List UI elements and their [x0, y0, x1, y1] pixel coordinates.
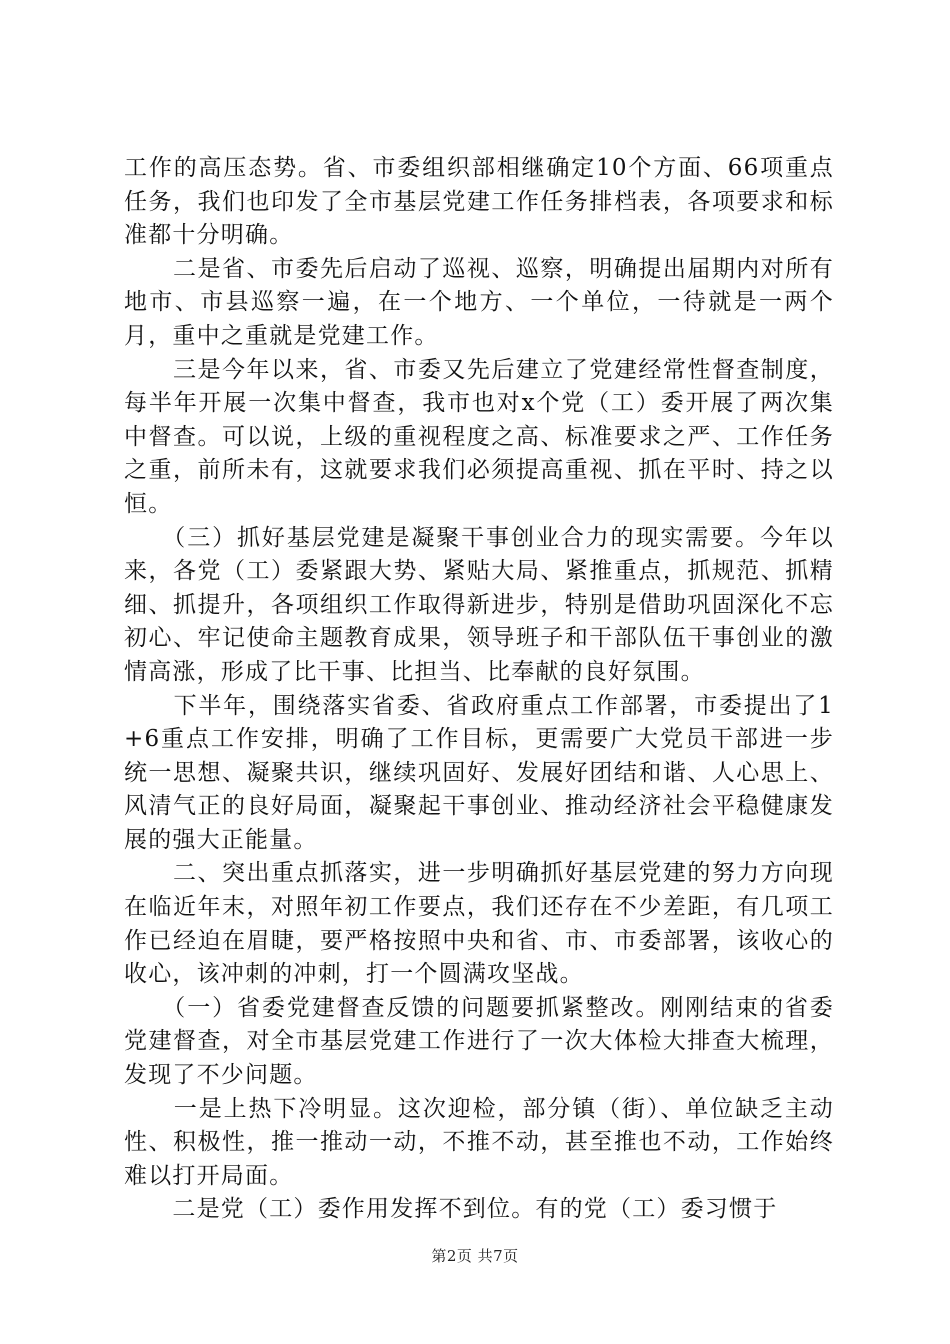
- page-number-footer: 第2页 共7页: [431, 1247, 519, 1265]
- paragraph: 下半年，围绕落实省委、省政府重点工作部署，市委提出了1+6重点工作安排，明确了工作目标，更需要广大党员干部进一步统一思想、凝聚共识，继续巩固好、发展好团结和谐、人心思上、风清气正的良好局面，凝聚起干事创业、推动经济社会平稳健康发展的强大正能量。: [124, 692, 834, 853]
- paragraph: 工作的高压态势。省、市委组织部相继确定10个方面、66项重点任务，我们也印发了全市基层党建工作任务排档表，各项要求和标准都十分明确。: [124, 155, 834, 249]
- paragraph: 一是上热下冷明显。这次迎检，部分镇（街）、单位缺乏主动性、积极性，推一推动一动，不推不动，甚至推也不动，工作始终难以打开局面。: [124, 1095, 834, 1189]
- paragraph: 二是党（工）委作用发挥不到位。有的党（工）委习惯于: [124, 1196, 778, 1223]
- paragraph: 三是今年以来，省、市委又先后建立了党建经常性督查制度，每半年开展一次集中督查，我市也对x个党（工）委开展了两次集中督查。可以说，上级的重视程度之高、标准要求之严、工作任务之重，前所未有，这就要求我们必须提高重视、抓在平时、持之以恒。: [124, 356, 834, 517]
- paragraph: 二、突出重点抓落实，进一步明确抓好基层党建的努力方向现在临近年末，对照年初工作要点，我们还存在不少差距，有几项工作已经迫在眉睫，要严格按照中央和省、市、市委部署，该收心的收心，该冲刺的冲刺，打一个圆满攻坚战。: [124, 860, 834, 988]
- paragraph: （三）抓好基层党建是凝聚干事创业合力的现实需要。今年以来，各党（工）委紧跟大势、紧贴大局、紧推重点，抓规范、抓精细、抓提升，各项组织工作取得新进步，特别是借助巩固深化不忘初心、牢记使命主题教育成果，领导班子和干部队伍干事创业的激情高涨，形成了比干事、比担当、比奉献的良好氛围。: [124, 524, 834, 685]
- paragraph: 二是省、市委先后启动了巡视、巡察，明确提出届期内对所有地市、市县巡察一遍，在一个地方、一个单位，一待就是一两个月，重中之重就是党建工作。: [124, 255, 834, 349]
- paragraph: （一）省委党建督查反馈的问题要抓紧整改。刚刚结束的省委党建督查，对全市基层党建工作进行了一次大体检大排查大梳理，发现了不少问题。: [124, 994, 834, 1089]
- document-body: [124, 152, 834, 1227]
